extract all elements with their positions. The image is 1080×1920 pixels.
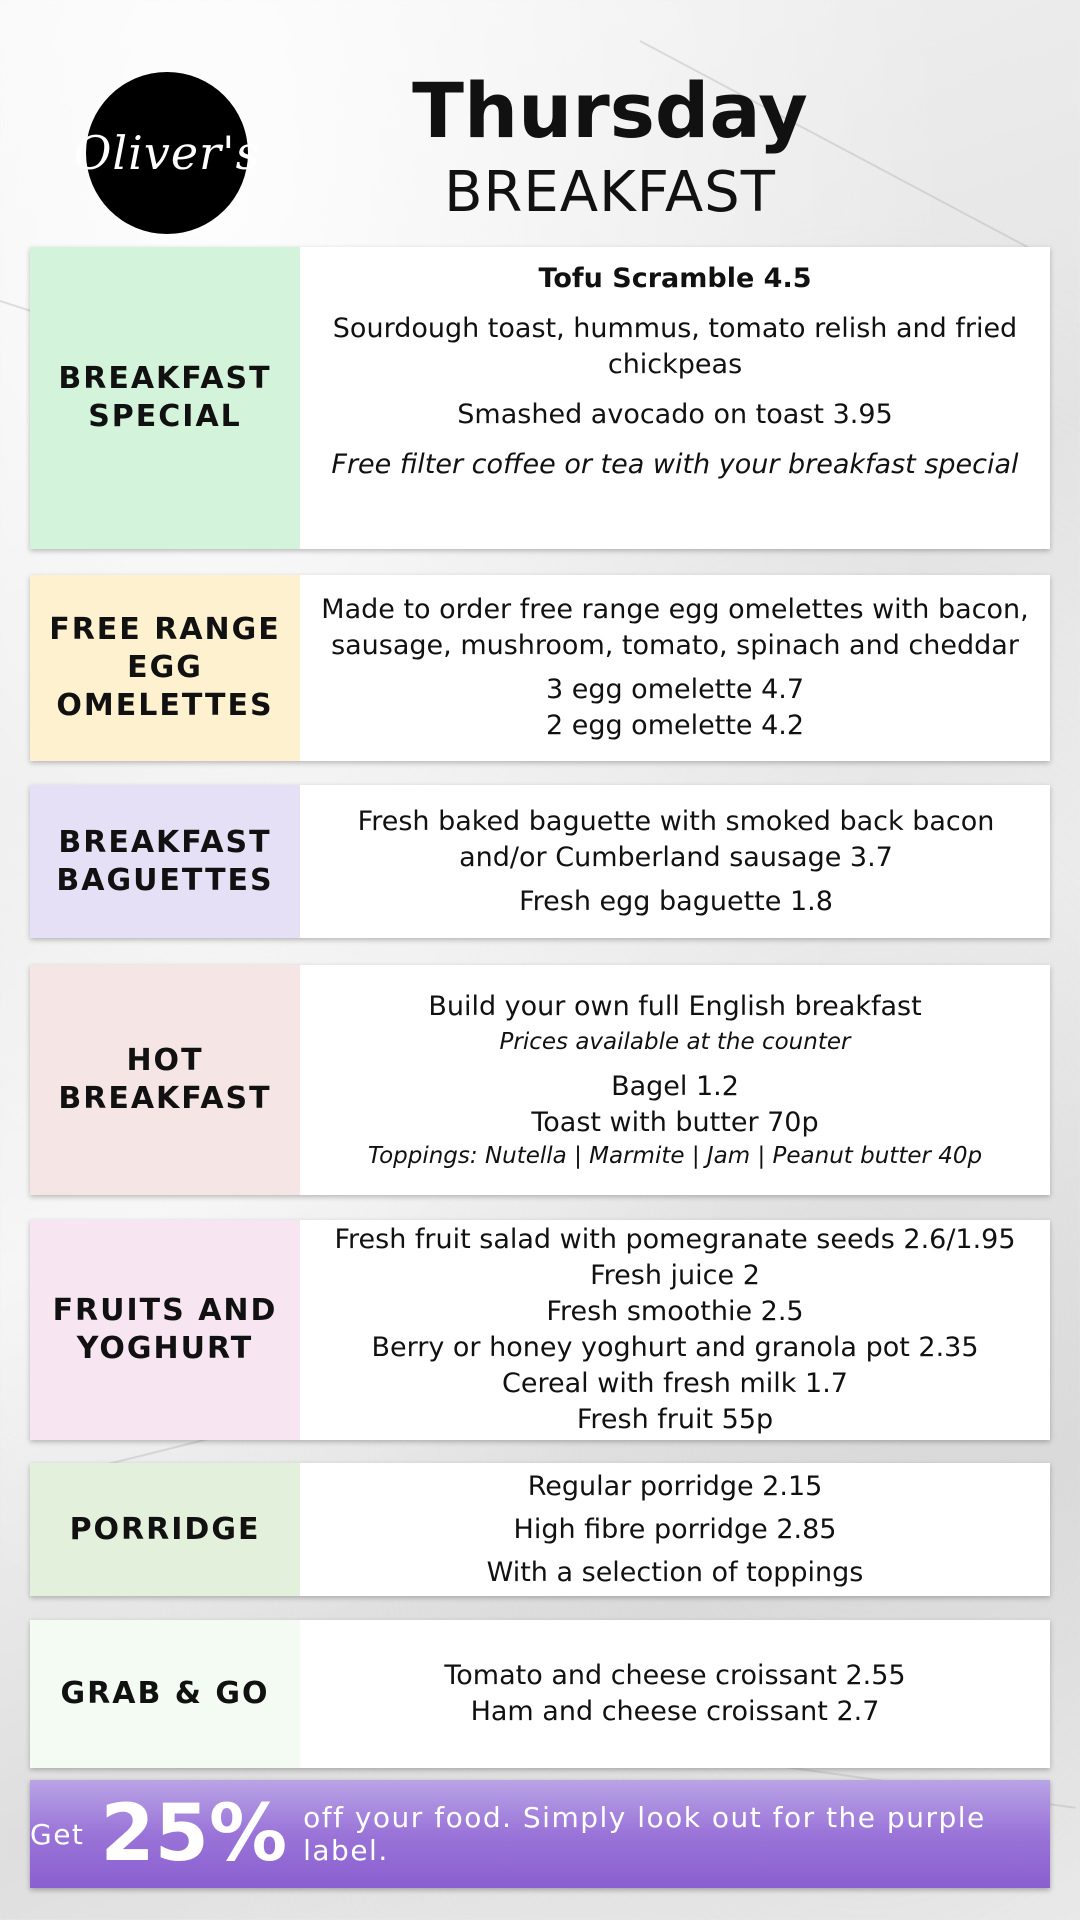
day-title: Thursday: [412, 66, 808, 155]
menu-item: Made to order free range egg omelettes with bacon, sausage, mushroom, tomato, spinach and cheddar: [321, 594, 1029, 661]
category-label: GRAB & GO: [30, 1620, 300, 1768]
menu-item: Fresh baked baguette with smoked back bacon and/or Cumberland sausage 3.7: [357, 805, 995, 873]
promo-suffix: off your food. Simply look out for the purple label.: [303, 1801, 986, 1867]
menu-item: Tofu Scramble 4.5: [538, 263, 812, 294]
menu-item: Berry or honey yoghurt and granola pot 2.35: [371, 1332, 979, 1363]
menu-note: Toppings: Nutella | Marmite | Jam | Peanut butter 40p: [367, 1143, 983, 1169]
discount-banner: [30, 1780, 1050, 1888]
section-breakfast-baguettes: [30, 785, 1050, 938]
menu-item: Fresh smoothie 2.5: [546, 1296, 804, 1327]
category-label: HOT BREAKFAST: [30, 965, 300, 1195]
menu-item: Fresh fruit salad with pomegranate seeds 2.6/1.95: [334, 1224, 1016, 1255]
logo-text: Oliver's: [73, 126, 261, 180]
meal-title: BREAKFAST: [444, 160, 776, 225]
menu-item: With a selection of toppings: [486, 1557, 864, 1588]
menu-item: Sourdough toast, hummus, tomato relish and fried chickpeas: [332, 313, 1018, 380]
section-breakfast-special: [30, 247, 1050, 549]
section-items: [300, 785, 1052, 938]
menu-item: Bagel 1.2: [611, 1071, 739, 1102]
promo-percent: 25%: [100, 1789, 288, 1879]
section-free-range-egg-omelettes: [30, 575, 1050, 761]
menu-item: Ham and cheese croissant 2.7: [470, 1696, 880, 1727]
category-label: FRUITS AND YOGHURT: [30, 1220, 300, 1440]
menu-item: Fresh juice 2: [590, 1260, 760, 1291]
promo-prefix: Get: [30, 1817, 85, 1851]
menu-item: Toast with butter 70p: [531, 1107, 819, 1138]
category-label: PORRIDGE: [30, 1463, 300, 1596]
category-label: BREAKFAST BAGUETTES: [30, 785, 300, 938]
category-label: BREAKFAST SPECIAL: [30, 247, 300, 549]
section-items: [300, 1220, 1050, 1440]
section-grab-and-go: [30, 1620, 1050, 1768]
section-porridge: [30, 1463, 1050, 1596]
section-items: [300, 1620, 1050, 1768]
menu-item: Cereal with fresh milk 1.7: [502, 1368, 848, 1399]
menu-note: Free filter coffee or tea with your breakfast special: [331, 449, 1019, 480]
section-items: [300, 247, 1050, 549]
section-items: [300, 965, 1050, 1195]
section-items: [300, 575, 1050, 761]
menu-item: Smashed avocado on toast 3.95: [457, 399, 893, 430]
menu-item: Fresh fruit 55p: [576, 1404, 774, 1435]
menu-item: High fibre porridge 2.85: [513, 1514, 837, 1545]
menu-item: Fresh egg baguette 1.8: [519, 885, 833, 917]
section-hot-breakfast: [30, 965, 1050, 1195]
menu-note: Prices available at the counter: [499, 1029, 851, 1055]
category-label: FREE RANGE EGG OMELETTES: [30, 575, 300, 761]
menu-item: 2 egg omelette 4.2: [545, 710, 805, 741]
menu-item: Tomato and cheese croissant 2.55: [444, 1660, 906, 1691]
section-items: [300, 1463, 1050, 1596]
menu-item: Regular porridge 2.15: [527, 1471, 823, 1502]
menu-item: Build your own full English breakfast: [428, 991, 922, 1022]
menu-item: 3 egg omelette 4.7: [545, 674, 805, 705]
section-fruits-and-yoghurt: [30, 1220, 1050, 1440]
